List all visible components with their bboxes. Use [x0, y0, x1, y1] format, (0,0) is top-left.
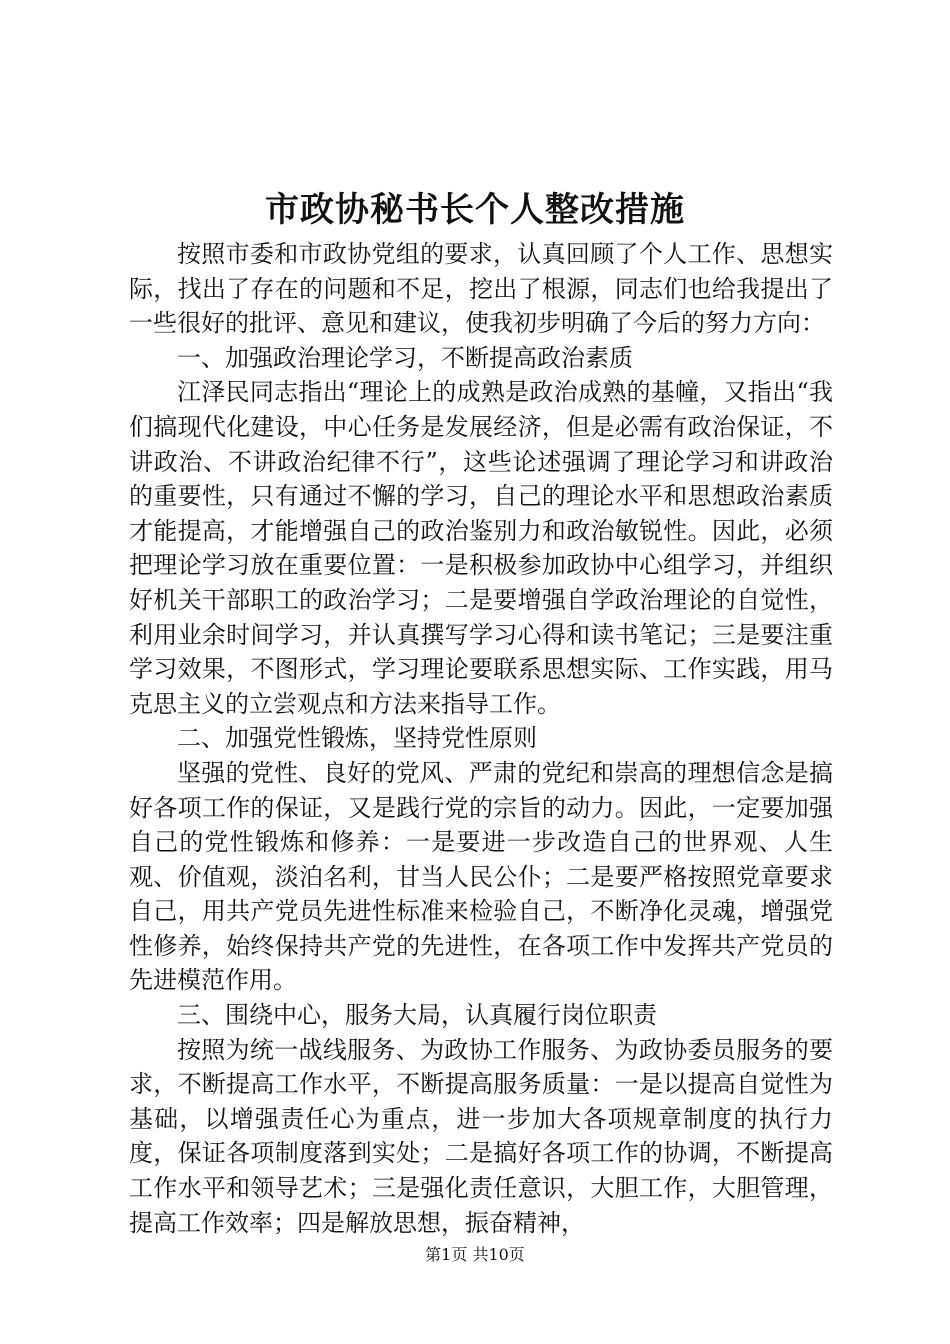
document-title: 市政协秘书长个人整改措施	[265, 190, 685, 230]
document-body	[129, 237, 833, 1240]
page-number-footer: 第1页 共10页	[425, 1245, 525, 1264]
section-heading-3: 三、围绕中心，服务大局，认真履行岗位职责	[177, 1001, 657, 1030]
intro-paragraph: 按照市委和市政协党组的要求，认真回顾了个人工作、思想实际，找出了存在的问题和不足，挖出了根源，同志们也给我提出了一些很好的批评、意见和建议，使我初步明确了今后的努力方向：	[129, 240, 833, 338]
section-2-paragraph: 坚强的党性、良好的党风、严肃的党纪和崇高的理想信念是搞好各项工作的保证，又是践行党的宗旨的动力。因此，一定要加强自己的党性锻炼和修养：一是要进一步改造自己的世界观、人生观、价值观，淡泊名利，甘当人民公仆；二是要严格按照党章要求自己，用共产党员先进性标准来检验自己，不断净化灵魂，增强党性修养，始终保持共产党的先进性，在各项工作中发挥共产党员的先进模范作用。	[129, 758, 833, 995]
section-3-paragraph: 按照为统一战线服务、为政协工作服务、为政协委员服务的要求，不断提高工作水平，不断提高服务质量：一是以提高自觉性为基础，以增强责任心为重点，进一步加大各项规章制度的执行力度，保证各项制度落到实处；二是搞好各项工作的协调，不断提高工作水平和领导艺术；三是强化责任意识，大胆工作，大胆管理，提高工作效率；四是解放思想，振奋精神，	[129, 1035, 833, 1237]
section-1-paragraph: 江泽民同志指出“理论上的成熟是政治成熟的基幢，又指出“我们搞现代化建设，中心任务是发展经济，但是必需有政治保证，不讲政治、不讲政治纪律不行”，这些论述强调了理论学习和讲政治的重要性，只有通过不懈的学习，自己的理论水平和思想政治素质才能提高，才能增强自己的政治鉴别力和政治敏锐性。因此，必须把理论学习放在重要位置：一是积极参加政协中心组学习，并组织好机关干部职工的政治学习；二是要增强自学政治理论的自觉性，利用业余时间学习，并认真撰写学习心得和读书笔记；三是要注重学习效果，不图形式，学习理论要联系思想实际、工作实践，用马克思主义的立尝观点和方法来指导工作。	[129, 378, 833, 718]
section-heading-1: 一、加强政治理论学习，不断提高政治素质	[177, 343, 633, 372]
section-heading-2: 二、加强党性锻炼，坚持党性原则	[177, 724, 537, 753]
